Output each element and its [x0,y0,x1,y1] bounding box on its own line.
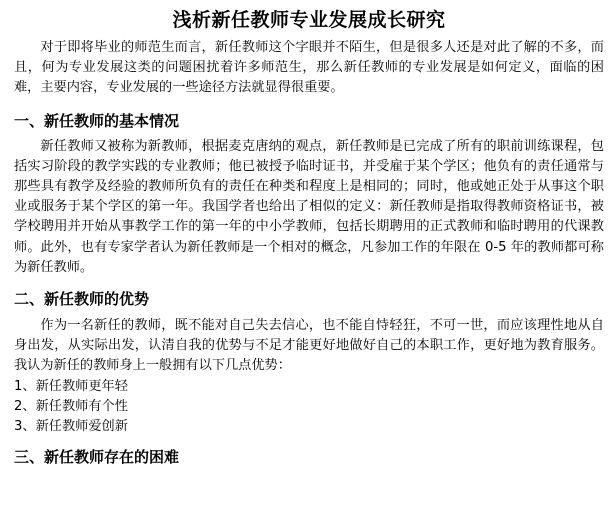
document-title: 浅析新任教师专业发展成长研究 [172,9,446,31]
section-heading-difficulties: 三、新任教师存在的困难 [14,447,180,466]
list-item: 3、新任教师爱创新 [14,418,128,434]
section-heading-basic-info: 一、新任教师的基本情况 [14,111,180,130]
section-heading-advantages: 二、新任教师的优势 [14,290,150,309]
advantages-list [14,377,604,437]
section-body-basic-info: 新任教师又被称为新教师，根据麦克唐纳的观点，新任教师是已完成了所有的职前训练课程，包括实习阶段的教学实践的专业教师；他已被授予临时证书，并受雇于某个学区；他负有的责任通常与那些具有教学及经验的教师所负有的责任在种类和程度上是相同的；同时，他或她正处于从事这个职业或服务于某个学区的第一年。我国学者也给出了相似的定义：新任教师是指取得教师资格证书，被学校聘用并开始从事教学工作的第一年的中小学教师，包括长期聘用的正式教师和临时聘用的代课教师。此外，也有专家学者认为新任教师是一个相对的概念，凡参加工作的年限在 0-5 年的教师都可称为新任教师。 [14,138,604,275]
list-item: 2、新任教师有个性 [14,398,128,414]
list-item: 1、新任教师更年轻 [14,378,128,394]
section-body-advantages: 作为一名新任的教师，既不能对自己失去信心，也不能自恃轻狂，不可一世，而应该理性地从自身出发，从实际出发，认清自我的优势与不足才能更好地做好自己的本职工作，更好地为教育服务。我认为新任的教师身上一般拥有以下几点优势： [14,318,604,374]
intro-paragraph: 对于即将毕业的师范生而言，新任教师这个字眼并不陌生，但是很多人还是对此了解的不多，而且，何为专业发展这类的问题困扰着许多师范生，那么新任教师的专业发展是如何定义，面临的困难，主要内容，专业发展的一些途径方法就显得很重要。 [14,40,604,96]
